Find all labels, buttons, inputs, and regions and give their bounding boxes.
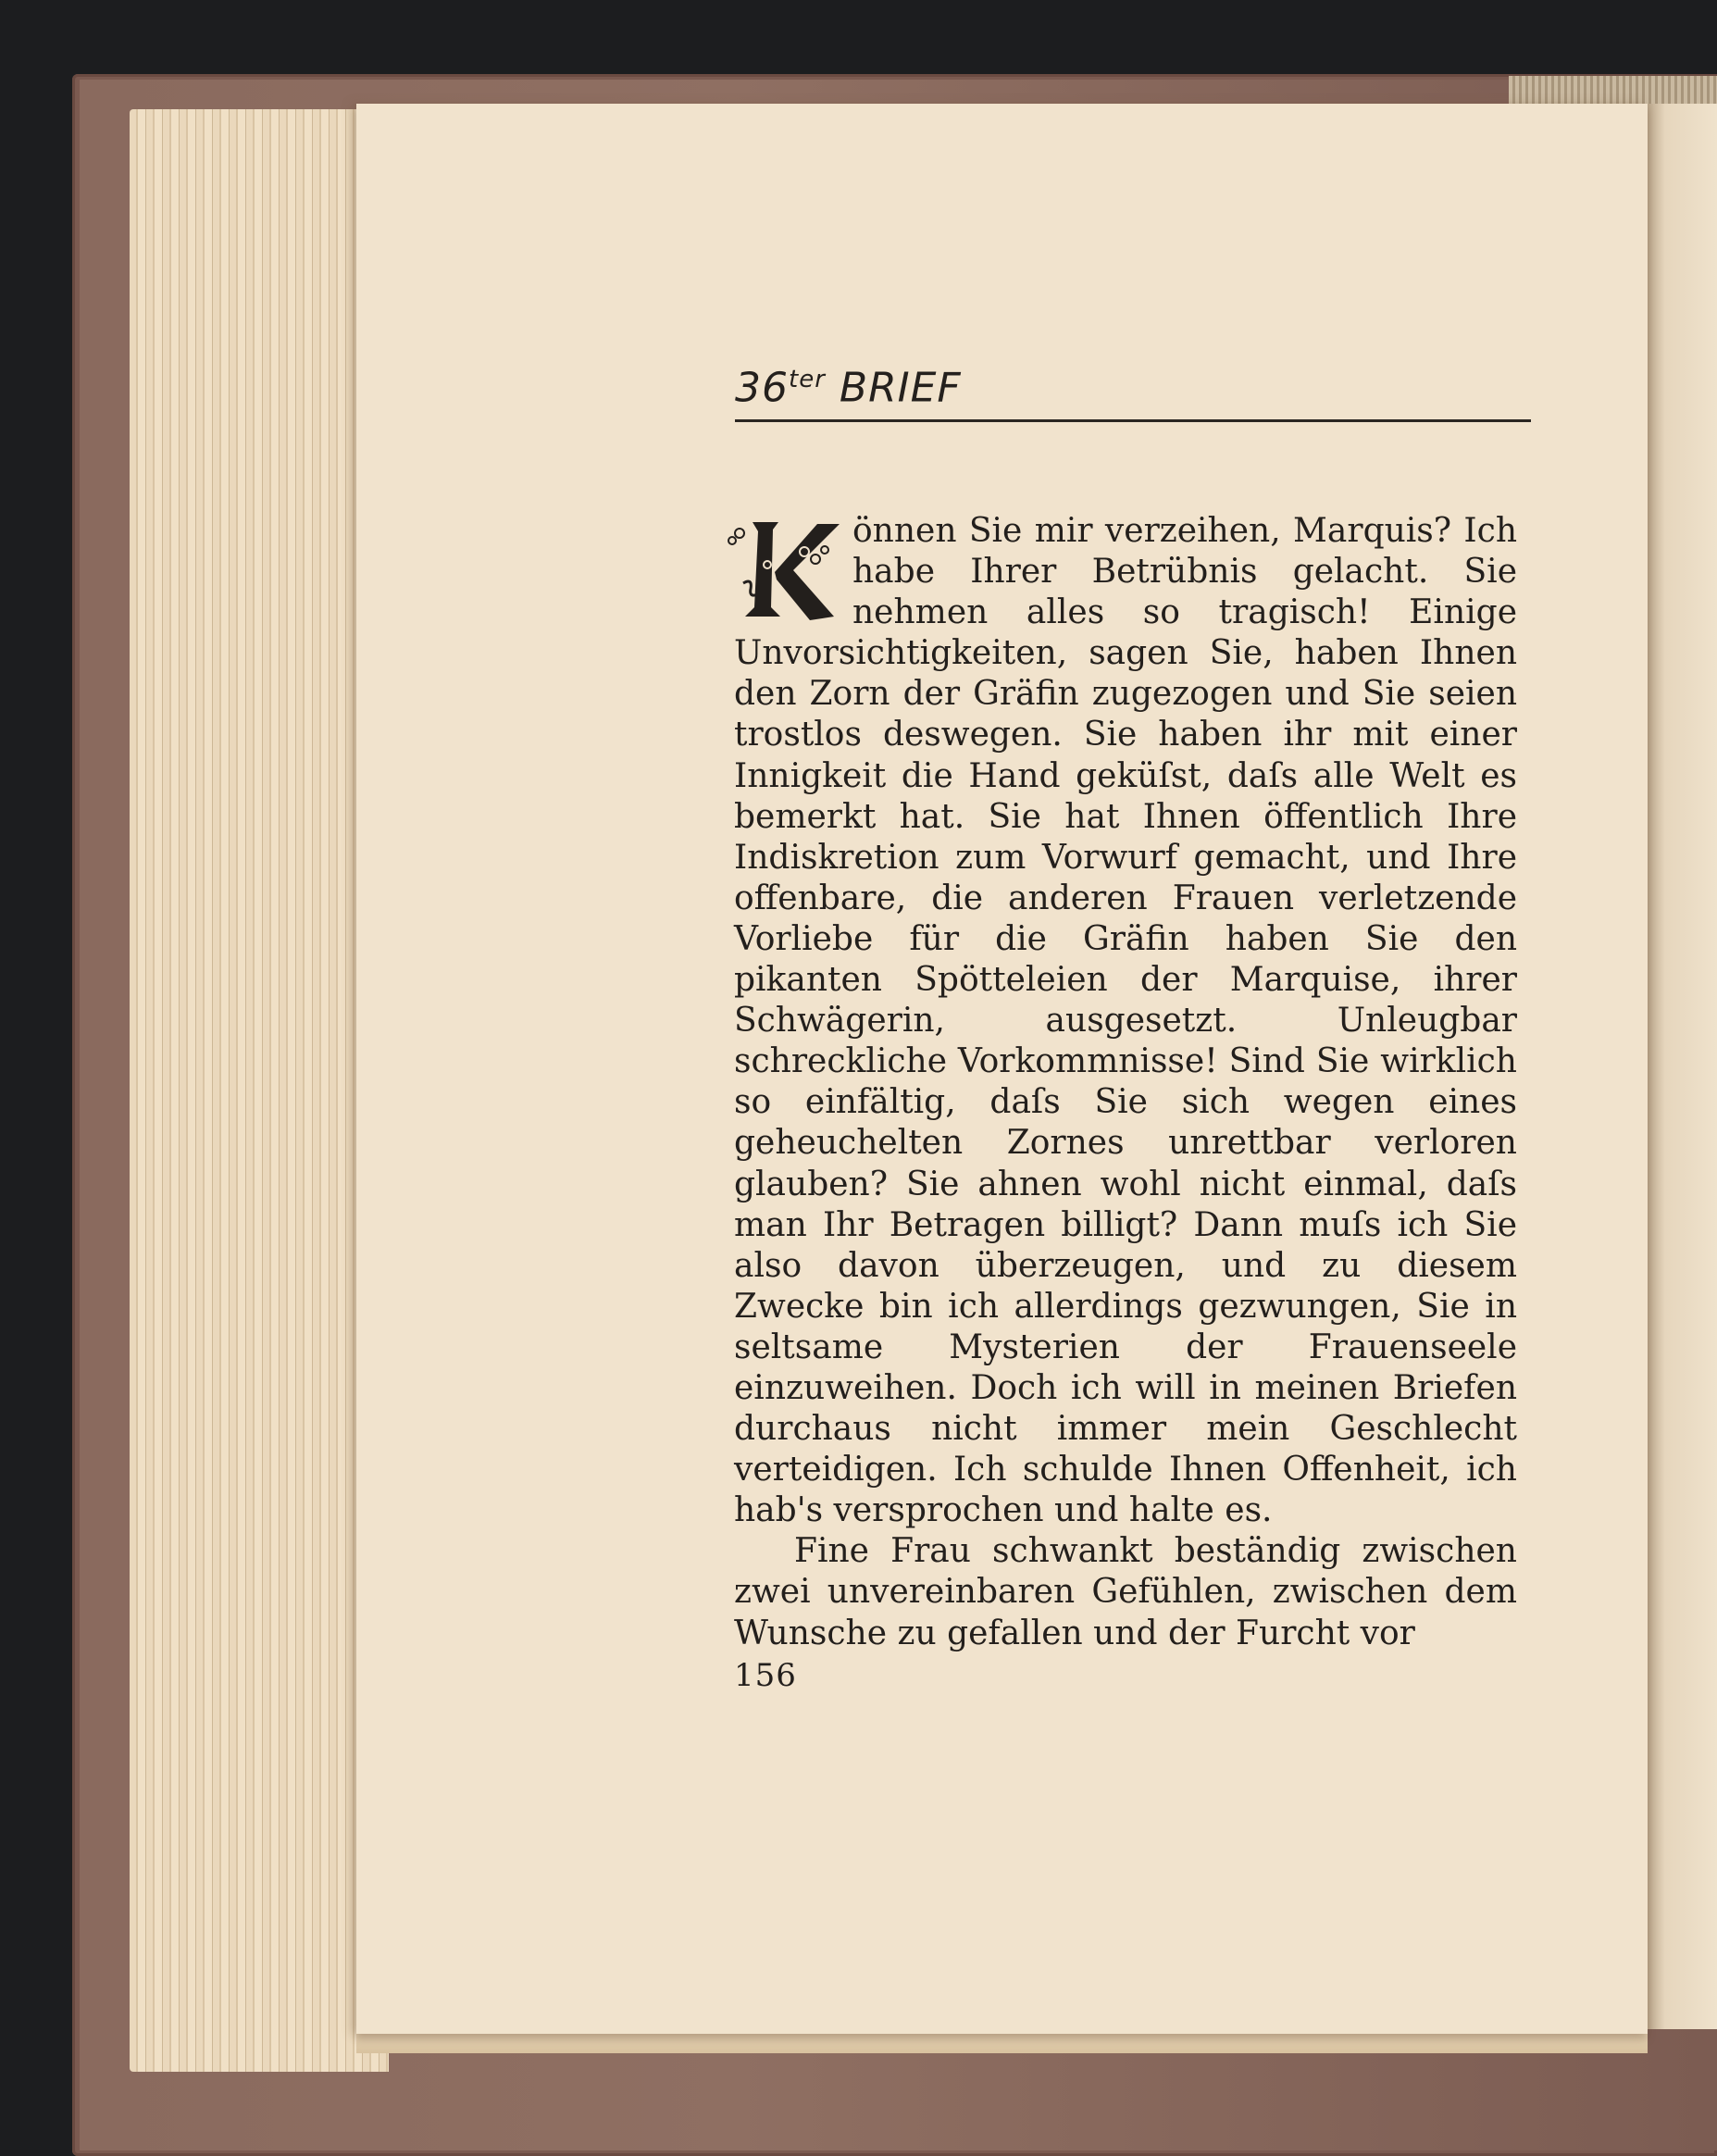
letter-title-word: BRIEF	[839, 364, 962, 412]
paragraph-1: önnen Sie mir verzeihen, Marquis? Ich habe Ihrer Betrübnis gelacht. Sie nehmen alles so tragisch! Einige Unvorsichtigkeiten, sagen Sie, haben Ihnen den Zorn der Gräfin zugezogen und Sie seien trostlos deswegen. Sie haben ihr mit einer Innigkeit die Hand geküſst, daſs alle Welt es bemerkt hat. Sie hat Ihnen öffentlich Ihre Indiskretion zum Vorwurf gemacht, und Ihre offenbare, die anderen Frauen verletzende Vorliebe für die Gräfin haben Sie den pikanten Spötteleien der Marquise, ihrer Schwägerin, ausgesetzt. Unleugbar schreckliche Vorkommnisse! Sind Sie wirklich so einfältig, daſs Sie sich wegen eines geheuchelten Zornes unrettbar verloren glauben? Sie ahnen wohl nicht einmal, daſs man Ihr Betragen billigt? Dann muſs ich Sie also davon überzeugen, und zu diesem Zwecke bin ich allerdings gezwungen, Sie in seltsame Mysterien der Frauenseele einzuweihen. Doch ich will in meinen Briefen durchaus nicht immer mein Geschlecht verteidigen. Ich schulde Ihnen Offenheit, ich hab's versprochen und halte es.	[734, 512, 1517, 1530]
paragraph-2: Fine Frau schwankt beständig zwischen zwei unvereinbaren Gefühlen, zwischen dem Wunsche zu gefallen und der Furcht vor	[734, 1532, 1517, 1652]
facing-page-edge	[1648, 104, 1717, 2029]
letter-header	[735, 356, 1531, 421]
page-edges-left	[130, 109, 389, 2072]
letter-title	[735, 356, 962, 412]
body-text	[734, 511, 1517, 1654]
ornamental-initial-icon	[725, 513, 843, 631]
letter-number: 36	[735, 364, 789, 412]
letter-number-suffix: ter	[789, 366, 826, 393]
header-rule	[735, 419, 1531, 422]
page-number: 156	[734, 1657, 797, 1694]
book-headband	[1509, 76, 1717, 106]
